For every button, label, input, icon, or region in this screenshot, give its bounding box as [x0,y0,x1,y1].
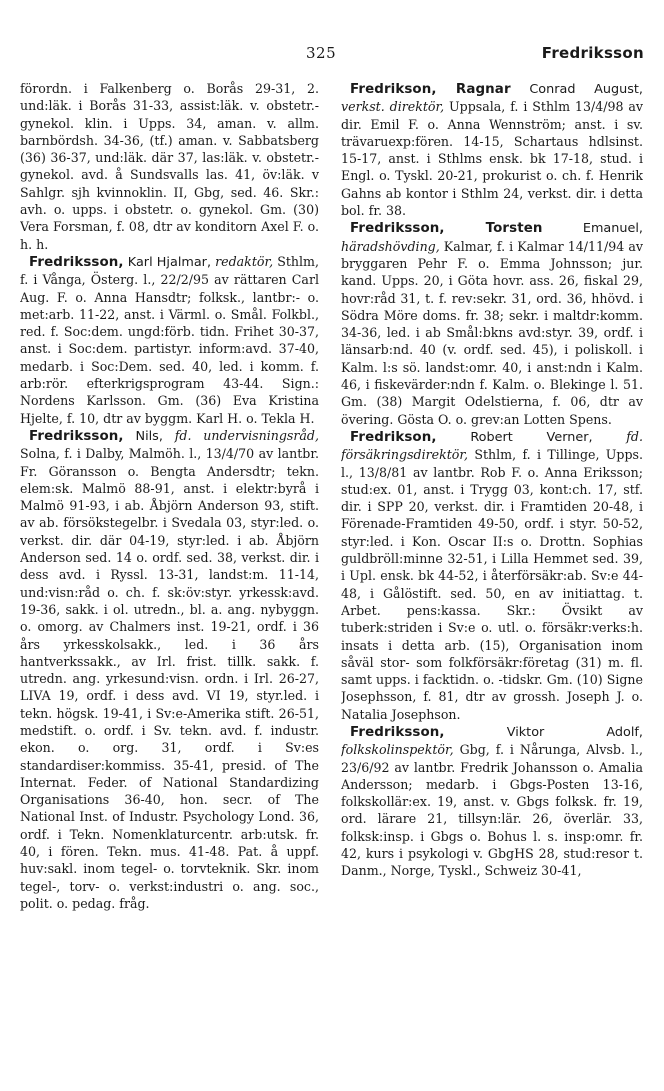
entry-surname: Fredrikson, Ragnar [350,82,511,97]
page-header [0,44,664,66]
entry-title: redaktör, [211,253,274,269]
entry-given-names: Karl Hjalmar, [123,254,212,270]
entry-given-names: Conrad August, [510,82,643,97]
entry-title: folkskolinspektör, [341,742,454,758]
continued-entry: förordn. i Falkenberg o. Borås 29-31, 2. und:läk. i Borås 31-33, assist:läk. v. obstetr.-gynekol. klin. i Upps. 34, aman. v. allm. barnbördsh. 34-36, (tf.) aman. v. Sabbatsberg (36) 36-37, und:läk. där 37, las:läk. v. obstetr.-gynekol. avd. å Sundsvalls las. 41, öv:läk. v Sahlgr. sjh kvinnoklin. II, Gbg, sed. 46. Skr.: avh. o. upps. i obstetr. o. gynekol. Gm. (30) Vera Forsman, f. 08, dtr av konditorn Axel F. o. h. h. [20,81,319,252]
right-column [341,80,643,1070]
entry-surname: Fredriksson, Torsten [350,221,543,237]
entry-surname: Fredriksson, [350,724,445,740]
entry-title: fd. undervisningsråd, [162,427,319,443]
entry-surname: Fredrikson, [350,429,437,445]
entry-text: Sthlm, f. i Tillinge, Upps. l., 13/8/81 av lantbr. Rob F. o. Anna Eriksson; stud:ex. 01, anst. i Trygg 03, kont:ch. 17, stf. dir. i SPP 20, verkst. dir. i Framtiden 20-48, i Förenade-Framtiden 49-50, ordf. i styr. 50-52, styr:led. i Kon. Oscar II:s o. Drottn. Sophias guldbröll:minne 32-51, i Lilla Hemmet sed. 39, i Upl. ensk. bk 44-52, i återförsäkr:ab. Sv:e 44-48, i Gålöstift. sed. 50, en av initiattag. t. Arbet. pens:kassa. Skr.: Övsikt av tuberk:striden i Sv:e o. utl. o. försäkr:verks:h. insats i detta arb. (15), Organisation inom såväl stor- som folkförsäkr:företag (31) m. fl. samt upps. i facktidn. o. -tidskr. Gm. (10) Signe Josephsson, f. 81, dtr av grossh. Joseph J. o. Natalia Josephson. [341,447,643,722]
entry-text: Gbg, f. i Nårunga, Alvsb. l., 23/6/92 av lantbr. Fredrik Johansson o. Amalia Andersson; medarb. i Gbgs-Posten 13-16, folkskollär:ex. 19, anst. v. Gbgs folksk. fr. 19, ord. lärare 21, tillsyn:lär. 26, överlär. 33, folksk:insp. i Gbgs o. Bohus l. s. insp:omr. fr. 42, kurs i psykologi v. GbgHS 28, stud:resor t. Danm., Norge, Tyskl., Schweiz 30-41, [341,742,643,879]
entry-surname: Fredriksson, [29,254,124,270]
biography-entry [341,428,643,723]
entry-title: verkst. direktör, [341,99,445,115]
entry-title: fd. försäkringsdirektör, [341,428,643,463]
entry-text: Solna, f. i Dalby, Malmöh. l., 13/4/70 av lantbr. Fr. Göransson o. Bengta Andersdtr; tekn. elem:sk. Malmö 88-91, anst. i elektr:byrå i Malmö 91-93, i ab. Åbjörn Anderson 93, stift. av ab. försökstegelbr. i Svedala 03, styr:led. o. verkst. dir. där 04-19, styr:led. i ab. Åbjörn Anderson sed. 14 o. ordf. sed. 38, verkst. dir. i dess avd. i Ryssl. 13-31, landst:m. 11-14, und:visn:råd o. ch. f. sk:öv:styr. yrkessk:avd. 19-36, sakk. i ol. utredn., bl. a. ang. nybyggn. o. omorg. av Chalmers inst. 19-21, ordf. i 36 års yrkesskolsakk., led. i 36 års hantverkssakk., av Irl. frist. tillk. sakk. f. utredn. ang. yrkesund:visn. ordn. i Irl. 26-27, LIVA 19, ordf. i dess avd. VI 19, styr.led. i tekn. högsk. 19-41, i Sv:e-Amerika stift. 26-51, medstift. o. ordf. i Sv. tekn. avd. f. industr. ekon. o. org. 31, ordf. i Sv:es standardiser:kommiss. 35-41, presid. of The Internat. Feder. of National Standardizing Organisations 36-40, hon. secr. of The National Inst. of Industr. Psychology Lond. 36, ordf. i Tekn. Nomenklaturcentr. arb:utsk. fr. 40, i fören. Tekn. mus. 41-48. Pat. å uppf. huv:sakl. inom tegel- o. torvteknik. Skr. inom tegel-, torv- o. verkst:industri o. ang. soc., polit. o. pedag. fråg. [20,446,319,911]
biography-entry [341,219,643,428]
entry-given-names: Robert Verner, [436,429,593,445]
entry-given-names: Viktor Adolf, [444,724,643,740]
entry-given-names: Nils, [123,428,163,444]
entry-title: häradshövding, [341,238,440,254]
entry-given-names: Emanuel, [542,221,643,237]
left-column [20,80,319,1070]
biography-entry [20,253,319,427]
biography-entry [20,427,319,912]
biography-entry [341,723,643,880]
biography-entry [341,80,643,219]
entry-text: Uppsala, f. i Sthlm 13/4/98 av dir. Emil F. o. Anna Wennström; anst. i sv. trävaruexp:fören. 14-15, Schartaus hdlsinst. 15-17, anst. i Sthlms ensk. bk 17-18, stud. i Engl. o. Tyskl. 20-21, prokurist o. ch. f. Henrik Gahns ab kontor i Sthlm 24, verkst. dir. i detta bol. fr. 38. [341,99,643,219]
running-head: Fredriksson [541,44,644,62]
entry-surname: Fredriksson, [29,428,124,444]
entry-text: Kalmar, f. i Kalmar 14/11/94 av bryggaren Pehr F. o. Emma Johnsson; jur. kand. Upps. 20, i Göta hovr. ass. 26, fiskal 29, hovr:råd 31, t. f. rev:sekr. 31, ord. 36, hhövd. i Södra Möre doms. fr. 38; sekr. i maltdr:komm. 34-36, led. i ab Smål:bkns avd:styr. 39, ordf. i länsarb:nd. 40 (v. ordf. sed. 45), i poliskoll. i Kalm. l:s sö. landst:omr. 40, i anst:ndn i Kalm. 46, i fiskevärder:ndn f. Kalm. o. Blekinge l. 51. Gm. (38) Margit Odelstierna, f. 06, dtr av övering. Gösta O. o. grev:an Lotten Spens. [341,238,643,427]
page-number: 325 [306,44,337,62]
entry-text: Sthlm, f. i Vånga, Österg. l., 22/2/95 av rättaren Carl Aug. F. o. Anna Hansdtr; folksk., lantbr:- o. met:arb. 11-22, anst. i Värml. o. Smål. Folkbl., red. f. Soc:dem. ungd:förb. tidn. Frihet 30-37, anst. i Soc:dem. partistyr. inform:avd. 37-40, medarb. i Soc:Dem. sed. 40, led. i komm. f. arb:rör. efterkrigsprogram 43-44. Sign.: Nordens Karlsson. Gm. (36) Eva Kristina Hjelte, f. 10, dtr av byggm. Karl H. o. Tekla H. [20,253,319,426]
